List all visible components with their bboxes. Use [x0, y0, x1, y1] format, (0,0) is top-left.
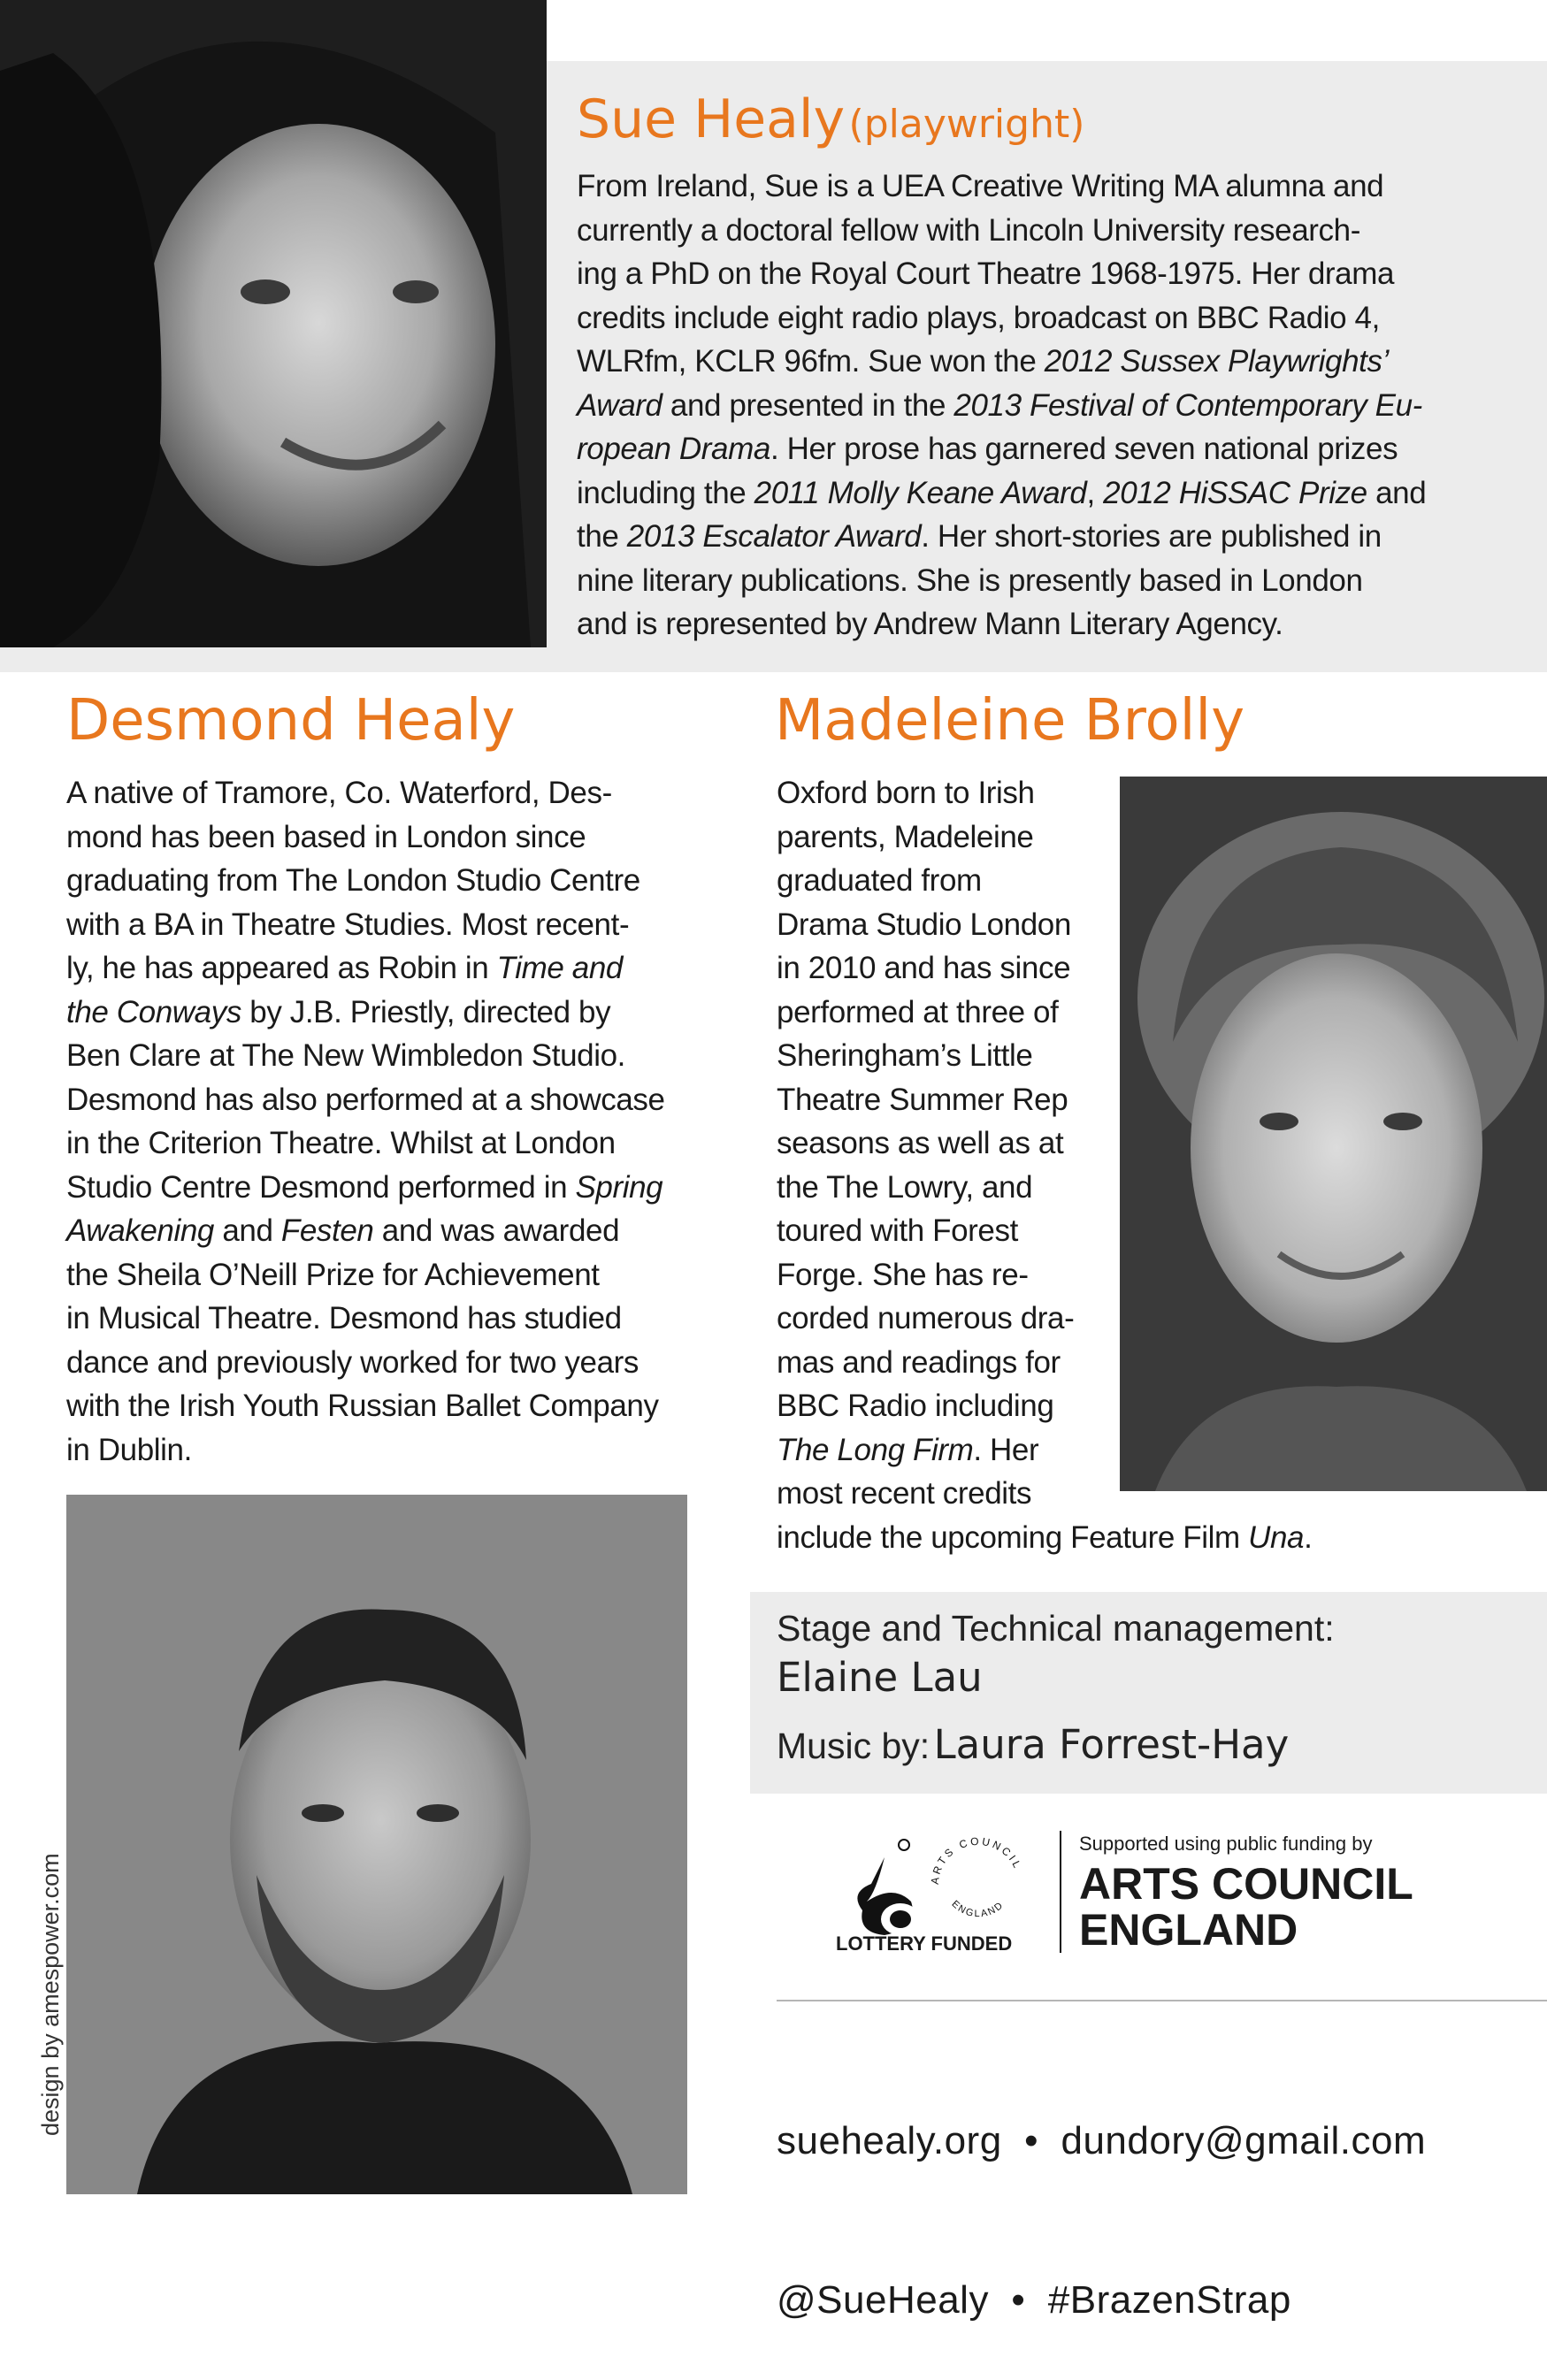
- madeleine-brolly-photo: [1120, 777, 1547, 1491]
- desmond-name: Desmond Healy: [66, 688, 516, 754]
- italic-title: Award: [577, 387, 662, 423]
- bio-text: and: [1367, 475, 1427, 510]
- bio-text: Studio Centre Desmond performed in: [66, 1169, 576, 1205]
- music-label: Music by:: [777, 1726, 930, 1766]
- bio-text: . Her: [973, 1432, 1039, 1467]
- bio-text: the Sheila O’Neill Prize for Achievement: [66, 1257, 600, 1292]
- bio-text: ly, he has appeared as Robin in: [66, 951, 497, 985]
- sue-bio: [577, 165, 1532, 647]
- bio-line: [577, 296, 1532, 341]
- bio-text: graduating from The London Studio Centre: [66, 863, 640, 898]
- bio-line: [66, 1166, 739, 1210]
- contact-block: [777, 2009, 1426, 2380]
- desmond-bio: [66, 771, 739, 1472]
- contact-line-social: @SueHealy • #BrazenStrap: [777, 2278, 1291, 2322]
- madeleine-name: Madeleine Brolly: [775, 688, 1245, 754]
- bio-line: [577, 471, 1532, 516]
- bio-text: corded numerous dra-: [777, 1301, 1075, 1335]
- contact-line-web-email: suehealy.org • dundory@gmail.com: [777, 2119, 1427, 2162]
- bio-text: most recent credits: [777, 1476, 1032, 1511]
- bio-line: [66, 1034, 739, 1078]
- italic-title: Una: [1248, 1519, 1305, 1555]
- italic-title: Awakening: [66, 1213, 214, 1248]
- sue-heading: [577, 88, 1084, 150]
- svg-text:ENGLAND: [949, 1899, 1006, 1919]
- bio-text: graduated from: [777, 863, 982, 898]
- italic-title: 2013 Escalator Award: [626, 519, 922, 554]
- bio-text: including the: [577, 475, 754, 510]
- bio-line: [66, 991, 739, 1035]
- bio-line: [577, 252, 1532, 296]
- bio-text: with the Irish Youth Russian Ballet Company: [66, 1389, 659, 1423]
- bio-line: [66, 903, 739, 947]
- seal-bottom-text: ENGLAND: [949, 1898, 1007, 1920]
- bio-text: and: [214, 1213, 281, 1248]
- bio-text: seasons as well as at: [777, 1126, 1064, 1160]
- bio-text: WLRfm, KCLR 96fm. Sue won the: [577, 344, 1045, 379]
- bio-text: the The Lowry, and: [777, 1169, 1033, 1205]
- contact-divider: [777, 2000, 1547, 2001]
- bio-text: Desmond has also performed at a showcase: [66, 1082, 665, 1117]
- italic-title: 2012 Sussex Playwrights’: [1044, 344, 1389, 379]
- bio-text: dance and previously worked for two years: [66, 1344, 639, 1380]
- bio-text: Ben Clare at The New Wimbledon Studio.: [66, 1038, 625, 1073]
- italic-title: ropean Drama: [577, 432, 770, 466]
- bio-line: [66, 1253, 739, 1297]
- bio-line: [577, 384, 1532, 428]
- bio-text: include the upcoming Feature Film: [777, 1519, 1249, 1555]
- sue-healy-photo: [0, 0, 547, 647]
- lottery-funded-label: LOTTERY FUNDED: [836, 1932, 1013, 1955]
- bio-text: mas and readings for: [777, 1344, 1061, 1380]
- bio-text: and was awarded: [373, 1213, 620, 1248]
- arts-council-seal: [924, 1831, 1032, 1939]
- italic-title: 2011 Molly Keane Award: [754, 475, 1087, 510]
- bio-line: [66, 1297, 739, 1341]
- supported-label: Supported using public funding by: [1079, 1833, 1373, 1855]
- bio-line: [66, 859, 739, 903]
- bio-line: [577, 602, 1532, 647]
- music-credit: [777, 1721, 1289, 1768]
- bio-line: [66, 1428, 739, 1473]
- italic-title: Spring: [575, 1169, 663, 1205]
- bio-text: ing a PhD on the Royal Court Theatre 1968-1975. Her drama: [577, 256, 1395, 291]
- bio-text: and is represented by Andrew Mann Literary Agency.: [577, 607, 1283, 641]
- bio-text: From Ireland, Sue is a UEA Creative Writing MA alumna and: [577, 169, 1384, 203]
- bio-text: currently a doctoral fellow with Lincoln University research-: [577, 212, 1360, 248]
- bio-text: in Musical Theatre. Desmond has studied: [66, 1301, 622, 1335]
- bio-text: Drama Studio London: [777, 907, 1071, 942]
- arts-council-line2: ENGLAND: [1079, 1905, 1298, 1955]
- bio-text: credits include eight radio plays, broadcast on BBC Radio 4,: [577, 300, 1380, 335]
- bio-text: in 2010 and has since: [777, 951, 1071, 985]
- desmond-healy-photo: [66, 1495, 687, 2194]
- bio-text: with a BA in Theatre Studies. Most recent-: [66, 907, 630, 942]
- bio-text: in Dublin.: [66, 1432, 192, 1467]
- bio-text: BBC Radio including: [777, 1389, 1054, 1423]
- italic-title: Festen: [280, 1213, 374, 1248]
- bio-line: [66, 1341, 739, 1385]
- bio-text: by J.B. Priestly, directed by: [241, 994, 611, 1029]
- italic-title: Time and: [496, 951, 623, 985]
- bio-line: [577, 427, 1532, 471]
- bio-text: nine literary publications. She is presently based in London: [577, 562, 1363, 598]
- bio-line: [577, 559, 1532, 603]
- funding-divider: [1060, 1831, 1061, 1953]
- bio-text: and presented in the: [662, 387, 954, 423]
- bio-text: Oxford born to Irish: [777, 776, 1035, 810]
- bio-line: [577, 209, 1532, 253]
- sue-role: (playwright): [848, 102, 1085, 147]
- bio-text: Theatre Summer Rep: [777, 1082, 1068, 1117]
- bio-line: [777, 1516, 1537, 1560]
- bio-line: [66, 946, 739, 991]
- italic-title: the Conways: [66, 994, 241, 1029]
- bio-line: [66, 1384, 739, 1428]
- arts-council-line1: ARTS COUNCIL: [1079, 1859, 1413, 1909]
- bio-text: ,: [1086, 475, 1104, 510]
- bio-line: [577, 340, 1532, 384]
- bio-text: .: [1304, 1519, 1313, 1555]
- bio-line: [577, 515, 1532, 559]
- italic-title: The Long Firm: [777, 1432, 974, 1467]
- sue-name: Sue Healy: [577, 88, 846, 150]
- arts-council-wordmark: [1079, 1861, 1413, 1953]
- bio-line: [66, 1121, 739, 1166]
- bio-text: . Her short-stories are published in: [921, 519, 1382, 554]
- seal-top-text: ARTS COUNCIL: [928, 1834, 1025, 1886]
- svg-text:ARTS COUNCIL: [929, 1835, 1025, 1886]
- bio-text: A native of Tramore, Co. Waterford, Des-: [66, 776, 612, 810]
- bio-text: in the Criterion Theatre. Whilst at London: [66, 1126, 616, 1160]
- bio-text: Forge. She has re-: [777, 1257, 1029, 1292]
- stage-management-name: Elaine Lau: [777, 1654, 983, 1701]
- bio-line: [66, 815, 739, 860]
- bio-text: toured with Forest: [777, 1213, 1018, 1248]
- music-name: Laura Forrest-Hay: [933, 1721, 1290, 1768]
- bio-line: [66, 1078, 739, 1122]
- italic-title: 2012 HiSSAC Prize: [1103, 475, 1367, 510]
- bio-text: Sheringham’s Little: [777, 1038, 1033, 1073]
- bio-text: . Her prose has garnered seven national prizes: [770, 432, 1398, 466]
- italic-title: 2013 Festival of Contemporary Eu-: [953, 387, 1422, 423]
- bio-line: [577, 165, 1532, 209]
- bio-text: mond has been based in London since: [66, 819, 586, 854]
- stage-management-label: Stage and Technical management:: [777, 1608, 1335, 1649]
- bio-text: the: [577, 519, 627, 554]
- bio-line: [66, 1209, 739, 1253]
- bio-line: [66, 771, 739, 815]
- design-credit: design by amespower.com: [37, 1853, 64, 2136]
- bio-text: performed at three of: [777, 994, 1059, 1029]
- bio-text: parents, Madeleine: [777, 819, 1034, 854]
